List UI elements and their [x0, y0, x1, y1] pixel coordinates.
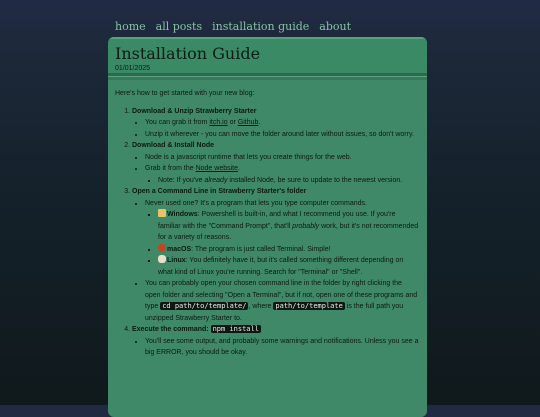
linux-text: : You definitely have it, but it's called something different depending on what kind of Linux you're running. Search for "Terminal" or "Shell". [158, 257, 404, 276]
note-text-post: installed Node, be sure to update to the newest version. [227, 176, 403, 184]
windows-emphasis: probably [292, 222, 320, 230]
step-4-title: Execute the command: [132, 326, 209, 333]
step-3-open [145, 278, 419, 324]
step-1-title: Download & Unzip Strawberry Starter [132, 107, 257, 115]
open-text-pre: You can probably open your chosen command line in the folder by right clicking the open folder and selecting "Open a Terminal", but if not, open one of these programs and type [145, 280, 418, 310]
itch-io-link[interactable]: itch.io [209, 119, 228, 126]
step-1-grab-text: You can grab it from [145, 119, 210, 126]
step-1 [132, 106, 419, 141]
nav-about-link[interactable]: about [319, 20, 352, 33]
linux-label: Linux [167, 257, 186, 264]
step-4-sublist [132, 336, 419, 359]
node-website-link[interactable]: Node website [195, 165, 238, 172]
page-title: Installation Guide [115, 44, 261, 63]
nav-installation-guide-link[interactable]: installation guide [212, 20, 310, 33]
step-3-title: Open a Command Line in Strawberry Starter's folder [132, 188, 307, 195]
step-3-never-text: Never used one? It's a program that lets you type computer commands. [145, 199, 367, 207]
top-nav [115, 20, 351, 33]
step-1-grab-or: or [227, 119, 238, 126]
intro-text: Here's how to get started with your new blog: [115, 90, 255, 97]
step-2-grab-end: . [238, 165, 240, 172]
step-3-sublist [132, 198, 419, 325]
step-1-unzip: • Unzip it wherever - you can move the folder around later without issues, so don't worry. [145, 129, 419, 141]
os-list [145, 209, 419, 278]
step-1-sublist [132, 117, 419, 140]
open-text-post: is the full path you unzipped Strawberry Starter to. [145, 303, 404, 322]
os-macos [158, 244, 419, 256]
macos-label: macOS [167, 245, 192, 253]
step-2-sublist [132, 152, 419, 187]
npm-install-code: npm install [212, 325, 259, 333]
step-4-desc: • You'll see some output, and probably some warnings and notifications. Unless you see a big ERROR, you should be okay. [145, 336, 419, 359]
step-3 [132, 186, 419, 324]
step-2-note-list [145, 175, 419, 187]
step-4 [132, 324, 419, 359]
steps-list [115, 106, 419, 359]
step-1-grab [145, 117, 419, 129]
apple-icon [158, 244, 166, 252]
post-content [108, 80, 427, 359]
path-code: path/to/template [275, 302, 343, 310]
windows-label: Windows [167, 211, 198, 218]
os-windows [158, 209, 419, 244]
post-card [108, 37, 427, 417]
nav-all-posts-link[interactable]: all posts [155, 20, 203, 33]
post-date: 01/01/2025 [115, 65, 151, 72]
post-header [108, 37, 427, 76]
open-text-mid: , where [248, 303, 274, 310]
windows-text-pre: : Powershell is built-in, and what I recommend you use. If you're familiar with the "Command Prompt", that'll [158, 211, 396, 230]
step-2-title: Download & Install Node [132, 142, 215, 149]
os-linux [158, 255, 419, 278]
nav-home-link[interactable]: home [115, 20, 146, 33]
step-2 [132, 140, 419, 186]
github-link[interactable]: Github [237, 119, 259, 126]
penguin-icon [158, 255, 166, 263]
step-2-grab-text: Grab it from the [145, 165, 196, 172]
step-2-grab [145, 163, 419, 186]
note-text-pre: Note: If you've [158, 176, 205, 184]
macos-text: : The program is just called Terminal. Simple! [191, 245, 331, 253]
note-emphasis: already [204, 176, 228, 184]
step-2-desc: • Node is a javascript runtime that lets you create things for the web. [145, 152, 419, 164]
windows-text-post: work, but it's not recommended for a variety of reasons. [158, 222, 419, 241]
step-3-never [145, 198, 419, 279]
windows-icon [158, 209, 166, 217]
cd-command-code: cd path/to/template/ [162, 302, 247, 310]
step-1-grab-end: . [258, 119, 261, 126]
step-2-note [158, 175, 419, 187]
